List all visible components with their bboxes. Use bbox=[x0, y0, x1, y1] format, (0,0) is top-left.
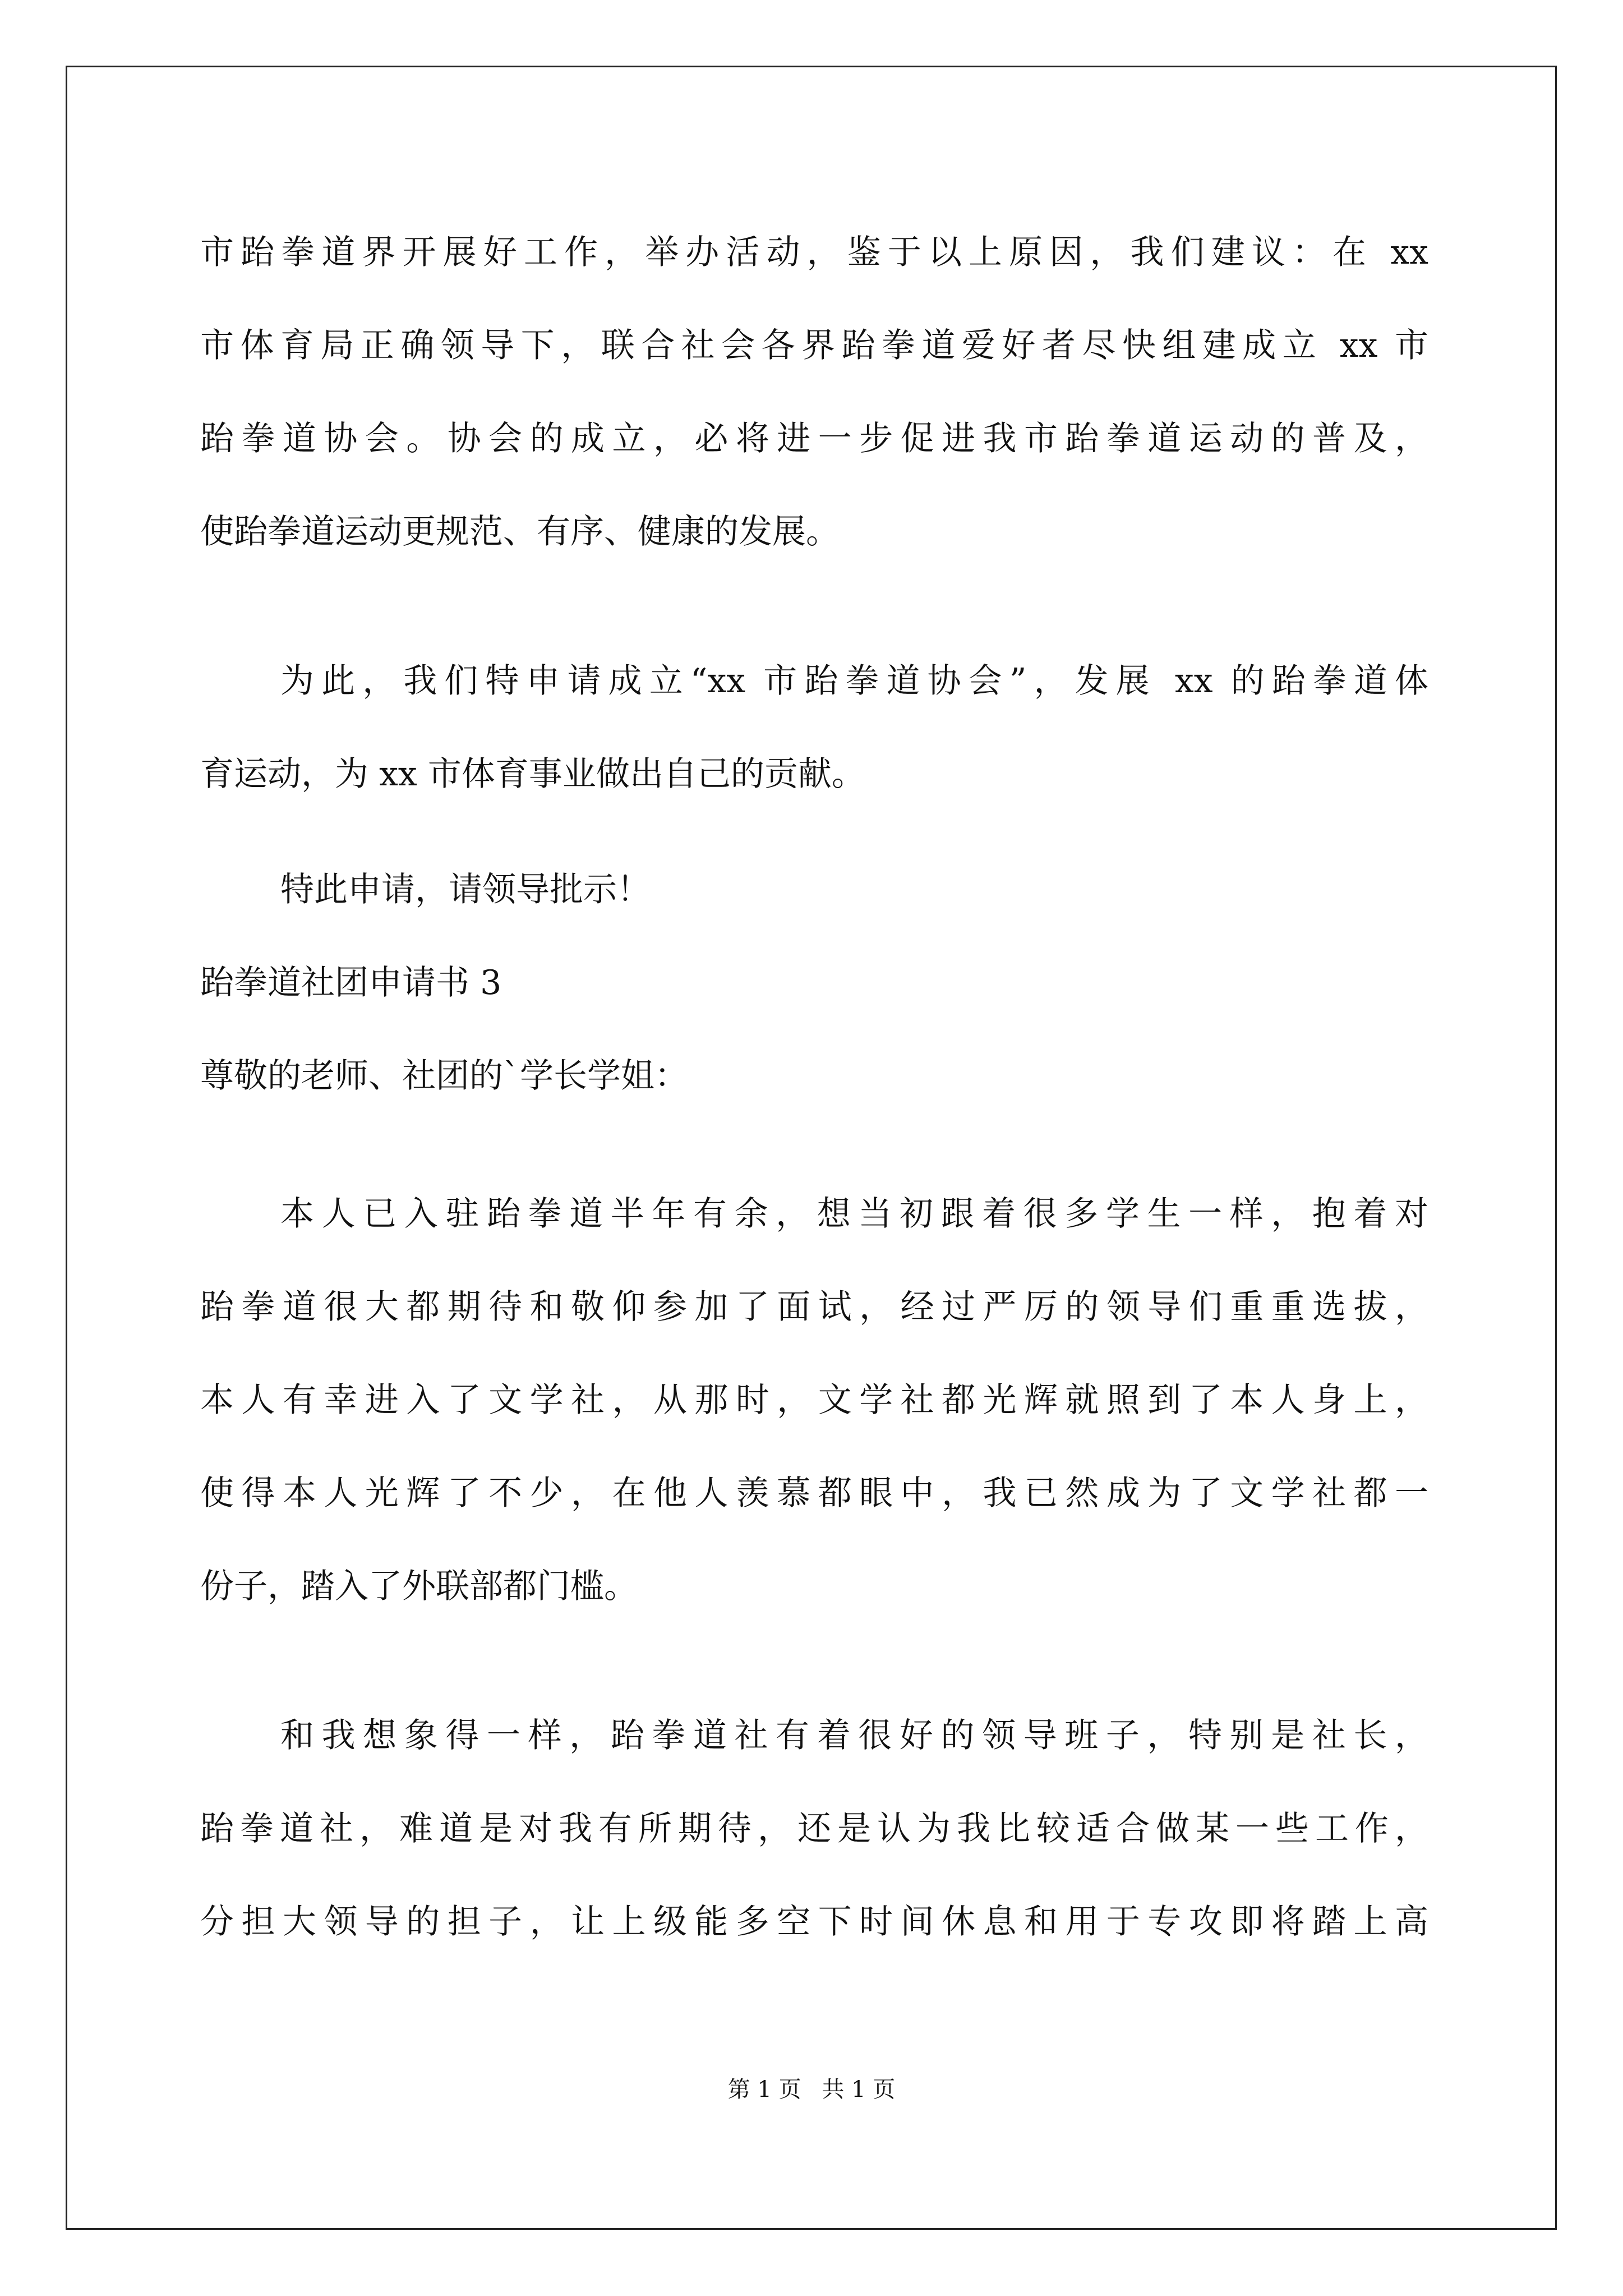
text-line-6: 育运动，为 xx 市体育事业做出自己的贡献。 bbox=[200, 754, 865, 794]
text-line-7: 特此申请，请领导批示！ bbox=[280, 870, 651, 909]
text-line-15: 和我想象得一样，跆拳道社有着很好的领导班子，特别是社长， bbox=[280, 1716, 1428, 1755]
text-line-14: 份子，踏入了外联部都门槛。 bbox=[200, 1567, 638, 1606]
page-total: 共 1 页 bbox=[822, 2077, 896, 2102]
text-line-4: 使跆拳道运动更规范、有序、健康的发展。 bbox=[200, 512, 840, 551]
page-footer bbox=[0, 2076, 1623, 2104]
text-line-2: 市体育局正确领导下，联合社会各界跆拳道爱好者尽快组建成立 xx 市 bbox=[200, 326, 1428, 365]
section-heading: 跆拳道社团申请书 3 bbox=[200, 963, 502, 1002]
text-line-10: 本人已入驻跆拳道半年有余，想当初跟着很多学生一样，抱着对 bbox=[280, 1194, 1428, 1234]
page-number: 第 1 页 bbox=[727, 2077, 801, 2102]
text-line-16: 跆拳道社，难道是对我有所期待，还是认为我比较适合做某一些工作， bbox=[200, 1809, 1428, 1848]
text-line-12: 本人有幸进入了文学社，从那时，文学社都光辉就照到了本人身上， bbox=[200, 1381, 1428, 1420]
text-line-3: 跆拳道协会。协会的成立，必将进一步促进我市跆拳道运动的普及， bbox=[200, 419, 1428, 458]
text-line-11: 跆拳道很大都期待和敬仰参加了面试，经过严厉的领导们重重选拔， bbox=[200, 1287, 1428, 1327]
text-line-1: 市跆拳道界开展好工作，举办活动，鉴于以上原因，我们建议：在 xx bbox=[200, 233, 1428, 272]
text-line-5: 为此，我们特申请成立“xx 市跆拳道协会”，发展 xx 的跆拳道体 bbox=[280, 661, 1428, 701]
text-line-17: 分担大领导的担子，让上级能多空下时间休息和用于专攻即将踏上高 bbox=[200, 1902, 1428, 1941]
text-line-13: 使得本人光辉了不少，在他人羡慕都眼中，我已然成为了文学社都一 bbox=[200, 1474, 1428, 1513]
salutation: 尊敬的老师、社团的`学长学姐： bbox=[200, 1056, 688, 1096]
